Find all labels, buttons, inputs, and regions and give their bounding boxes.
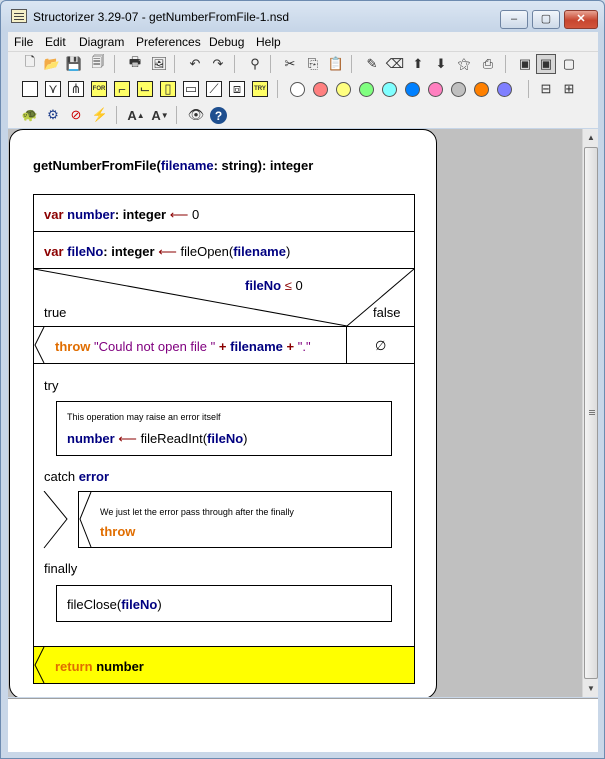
procedure-name: getNumberFromFile — [33, 158, 157, 173]
jump-return[interactable] — [33, 646, 415, 684]
header-open-paren: ( — [156, 158, 161, 173]
expand-icon[interactable]: ⊞ — [563, 81, 575, 96]
catch-marker — [43, 491, 69, 549]
color-swatch-6[interactable] — [405, 82, 420, 97]
scrollbar-thumb[interactable] — [584, 147, 598, 679]
font-down-icon[interactable]: A ▼ — [151, 107, 169, 123]
empty-set-symbol: ∅ — [375, 338, 387, 353]
nassi-shneiderman-diagram[interactable] — [9, 129, 437, 697]
comment-view-icon[interactable]: ▢ — [562, 56, 576, 71]
scroll-up-arrow-icon[interactable]: ▲ — [587, 133, 595, 142]
toolbar-separator — [505, 55, 506, 73]
toolbar-separator — [234, 55, 235, 73]
condition-text — [245, 278, 303, 293]
redo-icon[interactable]: ↷ — [212, 56, 224, 71]
paste-icon[interactable]: 📋 — [327, 56, 345, 71]
jump-throw-file-error[interactable] — [33, 326, 347, 364]
jump-text — [55, 659, 144, 674]
jump-marker — [34, 647, 46, 683]
instruction-var-fileno[interactable] — [33, 231, 415, 269]
instruction-text — [67, 431, 248, 447]
add-parallel-icon[interactable]: ⧈ — [229, 81, 245, 97]
call-close: ) — [285, 244, 291, 259]
cond-op: ≤ — [284, 278, 292, 293]
call-arg: fileNo — [207, 431, 244, 446]
structorizer-app-icon — [11, 9, 27, 23]
instruction-var-number[interactable] — [33, 194, 415, 232]
scroll-down-arrow-icon[interactable]: ▼ — [587, 684, 595, 693]
try-label: try — [44, 378, 59, 393]
string-literal: "." — [297, 339, 311, 354]
finally-label: finally — [44, 561, 78, 576]
copy-icon[interactable]: ⎘ — [307, 56, 319, 71]
font-up-label: A — [127, 107, 137, 123]
kw-var: var — [44, 207, 64, 222]
nice-view-icon[interactable]: ▣ — [518, 56, 532, 71]
string-literal: "Could not open file " — [94, 339, 216, 354]
save-icon[interactable]: 💾 — [65, 56, 83, 71]
toolbar-separator — [176, 106, 177, 124]
kw-return: return — [55, 659, 93, 674]
var-name: fileNo — [67, 244, 104, 259]
find-binoculars-icon[interactable]: ⚲ — [250, 56, 260, 71]
assign-arrow: ⟵ — [158, 244, 177, 259]
try-block[interactable] — [33, 363, 415, 647]
kw-var: var — [44, 244, 64, 259]
assign-arrow: ⟵ — [169, 207, 189, 222]
executor-gears-icon[interactable]: ⚙ — [47, 107, 59, 122]
add-instruction-icon[interactable] — [22, 81, 38, 97]
minimize-button[interactable]: – — [500, 10, 528, 29]
jump-marker — [79, 492, 93, 547]
kw-catch: catch — [44, 469, 76, 484]
menu-diagram[interactable]: Diagram — [79, 35, 125, 49]
move-up-icon[interactable]: ⬆ — [412, 56, 424, 71]
jump-rethrow[interactable] — [78, 491, 392, 548]
normal-view-icon[interactable]: ▣ — [536, 54, 556, 74]
menu-help[interactable]: Help — [256, 35, 281, 49]
transmute-wand-icon[interactable]: ⚝ — [457, 56, 471, 71]
procedure-header[interactable] — [33, 158, 313, 173]
delete-element-icon[interactable]: ⌫ — [385, 56, 405, 71]
vertical-scrollbar[interactable] — [582, 129, 598, 697]
add-try-icon[interactable]: TRY — [252, 81, 268, 97]
var-value: 0 — [192, 207, 200, 222]
title-bar[interactable] — [1, 1, 604, 31]
var-name: number — [67, 207, 115, 222]
color-swatch-2[interactable] — [313, 82, 328, 97]
toolbar-separator — [270, 55, 271, 73]
jump-text — [100, 524, 135, 539]
color-swatch-9[interactable] — [474, 82, 489, 97]
cond-var: fileNo — [245, 278, 282, 293]
false-label: false — [373, 305, 401, 320]
alternative-diagonals — [34, 269, 414, 326]
color-swatch-3[interactable] — [336, 82, 351, 97]
toolbar-separator — [351, 55, 352, 73]
alternative-header[interactable] — [33, 268, 415, 327]
comment-text: This operation may raise an error itself — [67, 412, 221, 422]
instruction-text — [67, 597, 162, 612]
catch-label — [44, 469, 109, 484]
plus-op: + — [286, 339, 295, 354]
menu-bar — [8, 32, 598, 52]
return-value: number — [96, 659, 144, 674]
color-swatch-1[interactable] — [290, 82, 305, 97]
help-question-icon[interactable]: ? — [210, 107, 227, 124]
header-param: filename — [160, 158, 214, 173]
export-picture-icon[interactable]: 🖼 — [150, 56, 168, 71]
comment-text: We just let the error pass through after the finally — [100, 507, 294, 517]
color-swatch-8[interactable] — [451, 82, 466, 97]
scrollbar-grip-icon — [589, 410, 595, 411]
diagram-canvas[interactable] — [8, 129, 582, 697]
undo-icon[interactable]: ↶ — [189, 56, 201, 71]
catch-var: error — [78, 469, 110, 484]
toolbar-separator — [277, 80, 278, 98]
add-for-loop-icon[interactable]: FOR — [91, 81, 107, 97]
new-file-icon[interactable]: 🗋 — [24, 54, 36, 69]
instruction-file-close[interactable] — [56, 585, 392, 622]
font-up-icon[interactable]: A ▲ — [127, 107, 145, 123]
cond-value: 0 — [295, 278, 303, 293]
code-generator-icon[interactable]: ⚡ — [91, 107, 109, 122]
close-button[interactable]: ✕ — [564, 10, 598, 29]
collapse-icon[interactable]: ⊟ — [540, 81, 552, 96]
jump-text — [55, 339, 311, 354]
toolbar-separator — [174, 55, 175, 73]
assign-target: number — [67, 431, 115, 446]
color-swatch-7[interactable] — [428, 82, 443, 97]
var-type: : integer — [114, 207, 167, 222]
toolbar-area — [8, 52, 598, 128]
call-arg: filename — [233, 244, 286, 259]
call-arg: fileNo — [121, 597, 158, 612]
save-as-icon[interactable]: 🗐 — [91, 54, 105, 69]
assign-arrow: ⟵ — [118, 431, 137, 446]
throw-var: filename — [230, 339, 283, 354]
kw-throw: throw — [100, 524, 136, 539]
color-swatch-5[interactable] — [382, 82, 397, 97]
plus-op: + — [218, 339, 227, 354]
call-close: ) — [243, 431, 248, 446]
menu-file[interactable]: File — [14, 35, 34, 49]
color-swatch-4[interactable] — [359, 82, 374, 97]
call-close: ) — [157, 597, 162, 612]
window-title: Structorizer 3.29-07 - getNumberFromFile-1.nsd — [33, 10, 290, 24]
header-signature: : string): integer — [213, 158, 314, 173]
print-icon[interactable]: 🖶 — [128, 54, 142, 69]
analyser-icon[interactable]: ⊘ — [70, 107, 82, 122]
var-type: : integer — [103, 244, 155, 259]
open-folder-icon[interactable]: 📂 — [43, 56, 61, 71]
font-down-label: A — [151, 107, 161, 123]
menu-edit[interactable]: Edit — [45, 35, 66, 49]
false-branch-empty[interactable] — [346, 326, 415, 364]
edit-element-icon[interactable]: ✎ — [366, 56, 378, 71]
maximize-button[interactable]: ▢ — [532, 10, 560, 29]
true-label: true — [44, 305, 67, 320]
add-while-loop-icon[interactable]: ⌐ — [114, 81, 130, 97]
jump-marker — [34, 327, 46, 363]
cut-icon[interactable]: ✂ — [284, 56, 296, 71]
turtle-icon[interactable]: 🐢 — [21, 107, 39, 122]
call-text: fileClose( — [67, 597, 122, 612]
move-down-icon[interactable]: ⬇ — [435, 56, 447, 71]
add-forever-loop-icon[interactable]: ▯ — [160, 81, 176, 97]
kw-throw: throw — [55, 339, 91, 354]
bottom-info-panel — [8, 698, 598, 752]
instruction-text — [44, 244, 290, 260]
add-call-icon[interactable]: ▭ — [184, 81, 198, 96]
add-case-icon[interactable]: ⋔ — [68, 81, 84, 97]
instruction-text — [44, 207, 199, 223]
toolbar-separator — [528, 80, 529, 98]
toolbar-separator — [114, 55, 115, 73]
call-text: fileOpen( — [180, 244, 234, 259]
menu-debug[interactable]: Debug — [209, 35, 245, 49]
instruction-read-int[interactable] — [56, 401, 392, 456]
element-info-icon[interactable]: ⎙ — [482, 56, 494, 71]
call-text: fileReadInt( — [140, 431, 208, 446]
toolbar-separator — [116, 106, 117, 124]
menu-preferences[interactable]: Preferences — [136, 35, 201, 49]
color-swatch-10[interactable] — [497, 82, 512, 97]
eye-icon[interactable]: 👁 — [187, 107, 205, 122]
add-repeat-loop-icon[interactable]: ⌙ — [137, 81, 153, 97]
add-jump-icon[interactable]: ⟋ — [206, 81, 222, 97]
add-alternative-icon[interactable]: ⋎ — [45, 81, 61, 97]
